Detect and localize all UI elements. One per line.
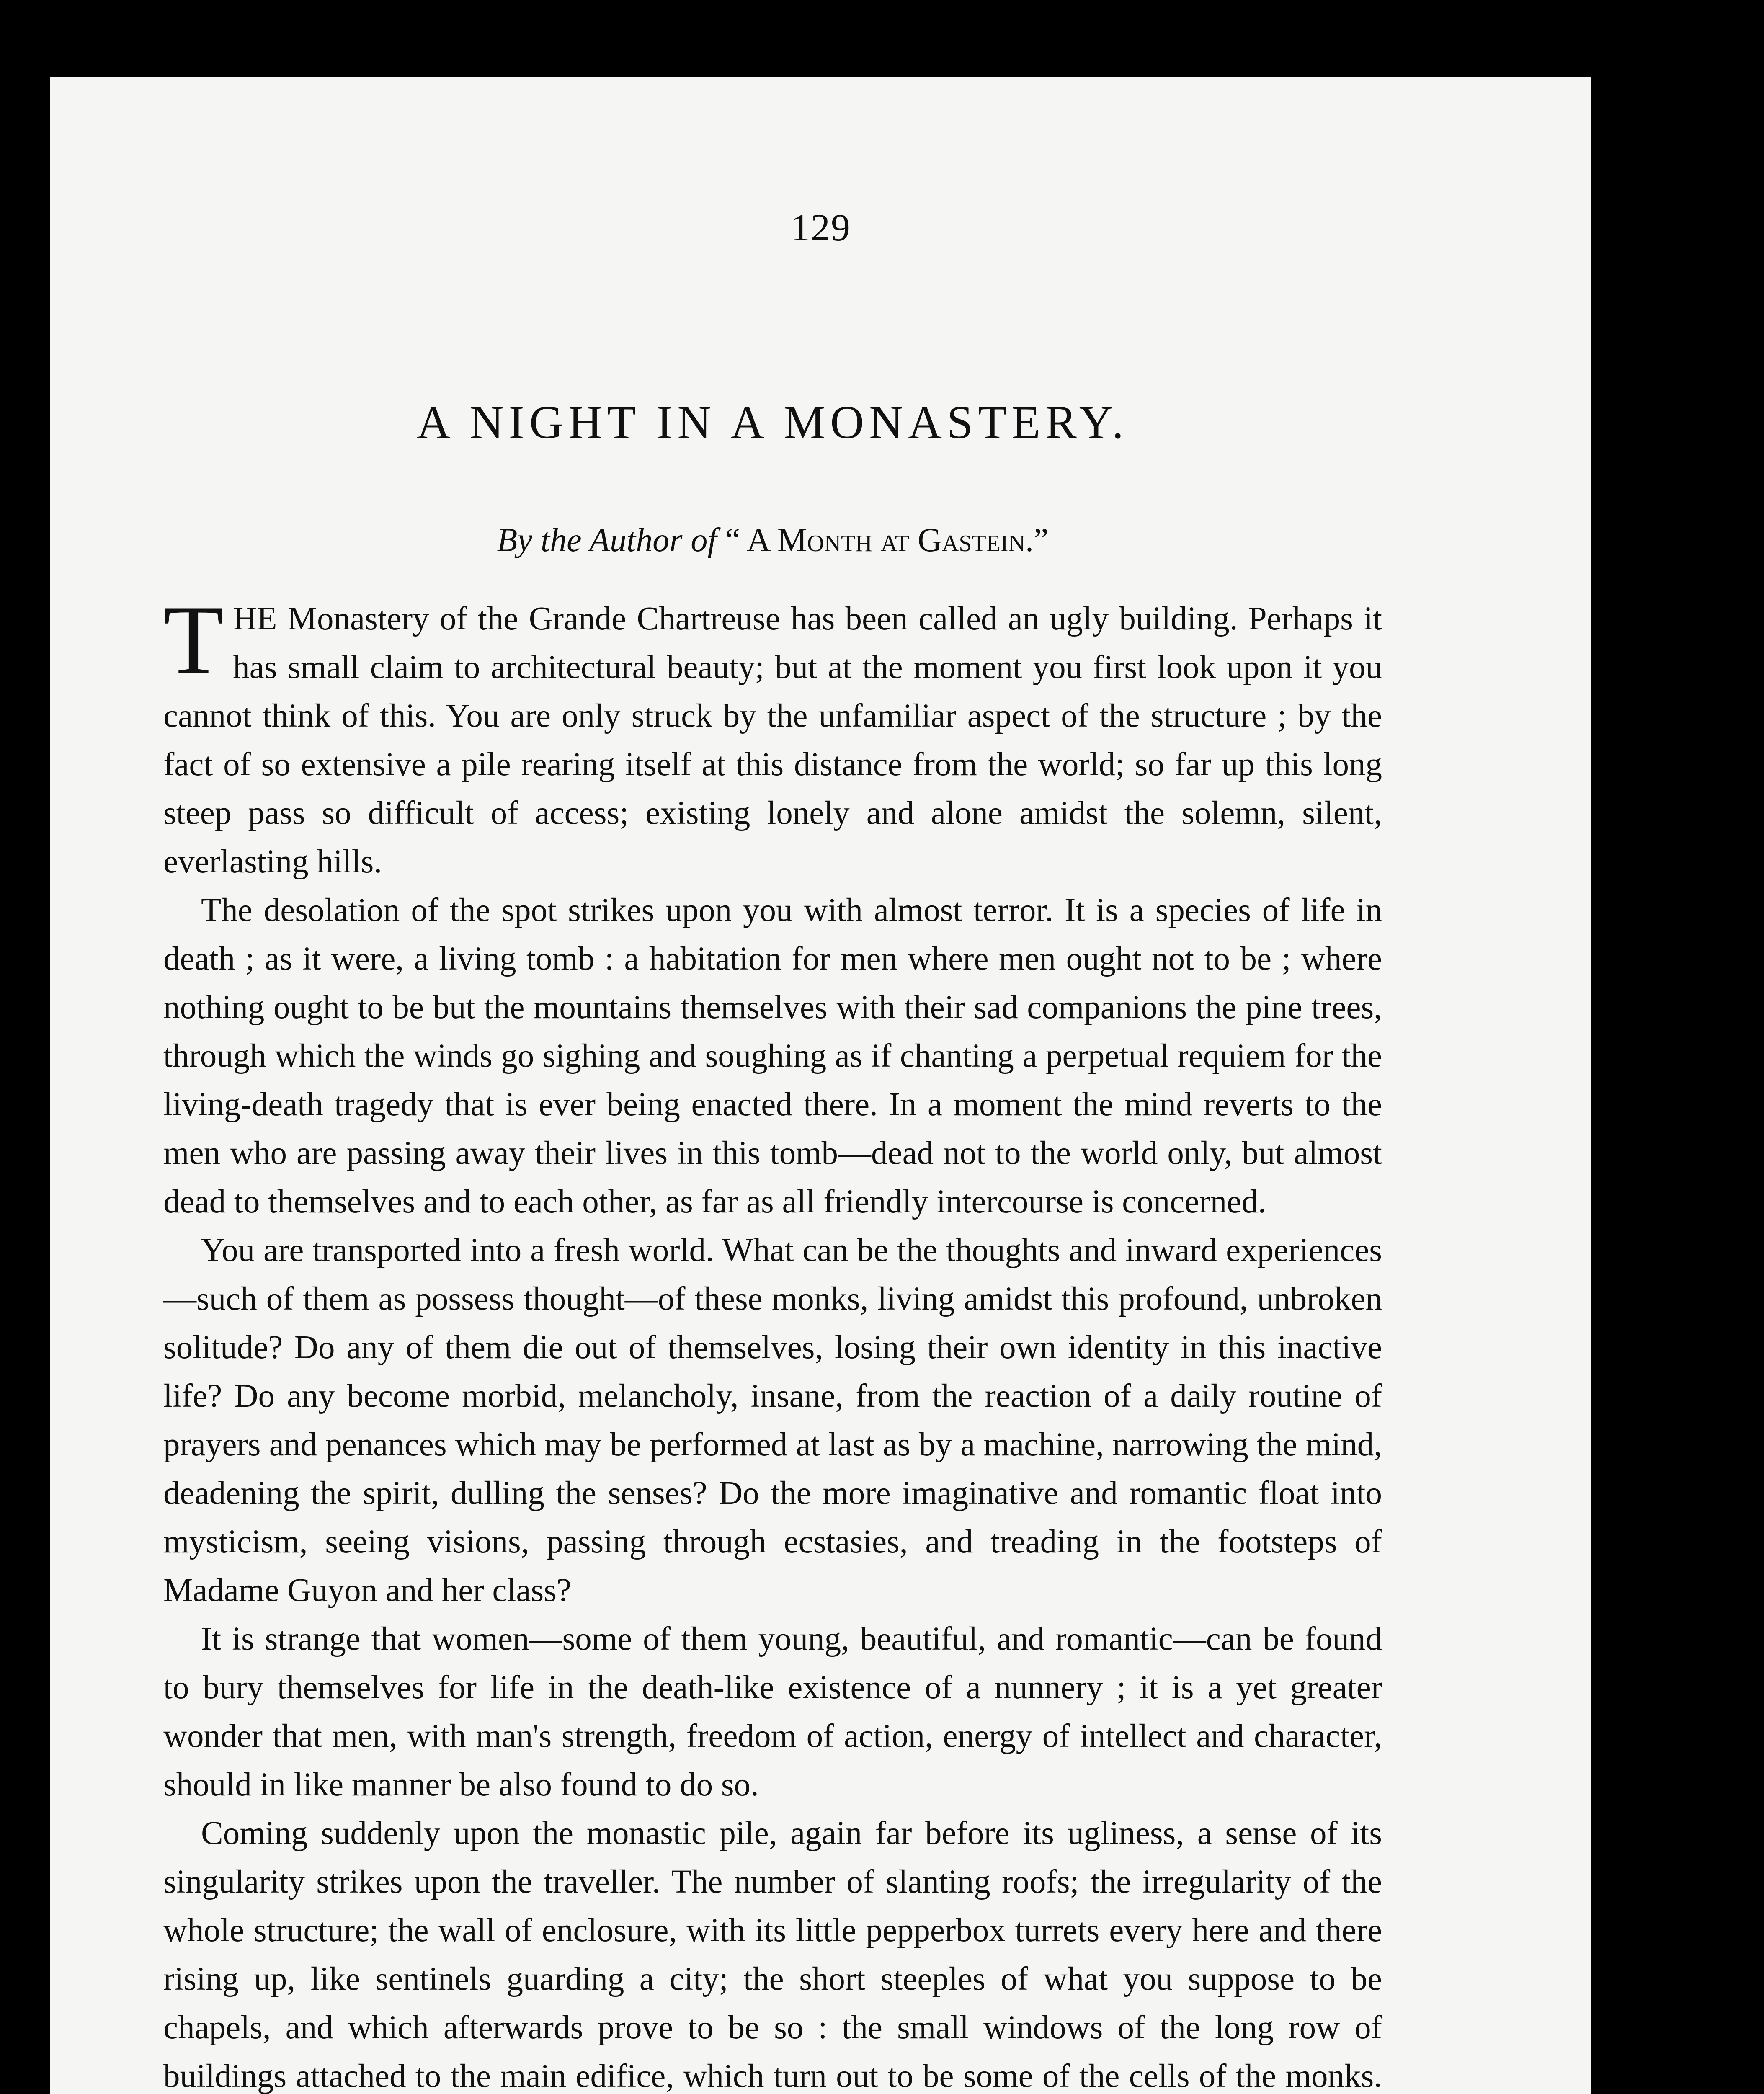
page-number: 129 [791, 206, 851, 249]
article-title: A NIGHT IN A MONASTERY. [416, 397, 1129, 449]
paragraph-3: You are transported into a fresh world. What can be the thoughts and inward experiences—such of them as possess thought—of these monks, living amidst this profound, unbroken solitude? Do any of them die out of themselves, losing their own identity in this inactive life? Do any become morbid, melancholy, insane, from the reaction of a daily routine of prayers and penances which may be performed at last as by a machine, narrowing the mind, deadening the spirit, dulling the senses? Do the more imaginative and romantic float into mysticism, seeing visions, passing through ecstasies, and treading in the footsteps of Madame Guyon and her class? [163, 1232, 1382, 1609]
paragraph-5: Coming suddenly upon the monastic pile, again far before its ugliness, a sense of its singularity strikes upon the traveller. The number of slanting roofs; the irregularity of the whole structure; the wall of enclosure, with its little pepperbox turrets every here and there rising up, like sentinels guarding a city; the short steeples of what you suppose to be chapels, and which afterwards prove to be so : the small windows of the long row of buildings attached to the main edifice, which turn out to be some of the cells of the monks. [163, 1815, 1382, 2094]
drop-cap: T [163, 585, 224, 695]
paragraph-4: It is strange that women—some of them young, beautiful, and romantic—can be found to bury themselves for life in the death-like existence of a nunnery ; it is a yet greater wonder that men, with man's strength, freedom of action, energy of intellect and character, should in like manner be also found to do so. [163, 1621, 1382, 1803]
byline-source: “ A Month at Gastein.” [725, 522, 1049, 559]
byline-prefix: By the Author of [497, 522, 717, 559]
byline [163, 521, 1382, 560]
paragraph-1 [163, 585, 1382, 886]
book-page [50, 77, 1591, 2094]
paragraph-2: The desolation of the spot strikes upon you with almost terror. It is a species of life in death ; as it were, a living tomb : a habitation for men where men ought not to be ; where nothing ought to be but the mountains themselves with their sad companions the pine trees, through which the winds go sighing and soughing as if chanting a perpetual requiem for the living-death tragedy that is ever being enacted there. In a moment the mind reverts to the men who are passing away their lives in this tomb—dead not to the world only, but almost dead to themselves and to each other, as far as all friendly intercourse is concerned. [163, 892, 1382, 1220]
article-body [163, 585, 1382, 2094]
paragraph-1-text: HE Monastery of the Grande Chartreuse has been called an ugly building. Perhaps it has small claim to architectural beauty; but at the moment you first look upon it you cannot think of this. You are only struck by the unfamiliar aspect of the structure ; by the fact of so extensive a pile rearing itself at this distance from the world; so far up this long steep pass so difficult of access; existing lonely and alone amidst the solemn, silent, everlasting hills. [163, 601, 1382, 880]
